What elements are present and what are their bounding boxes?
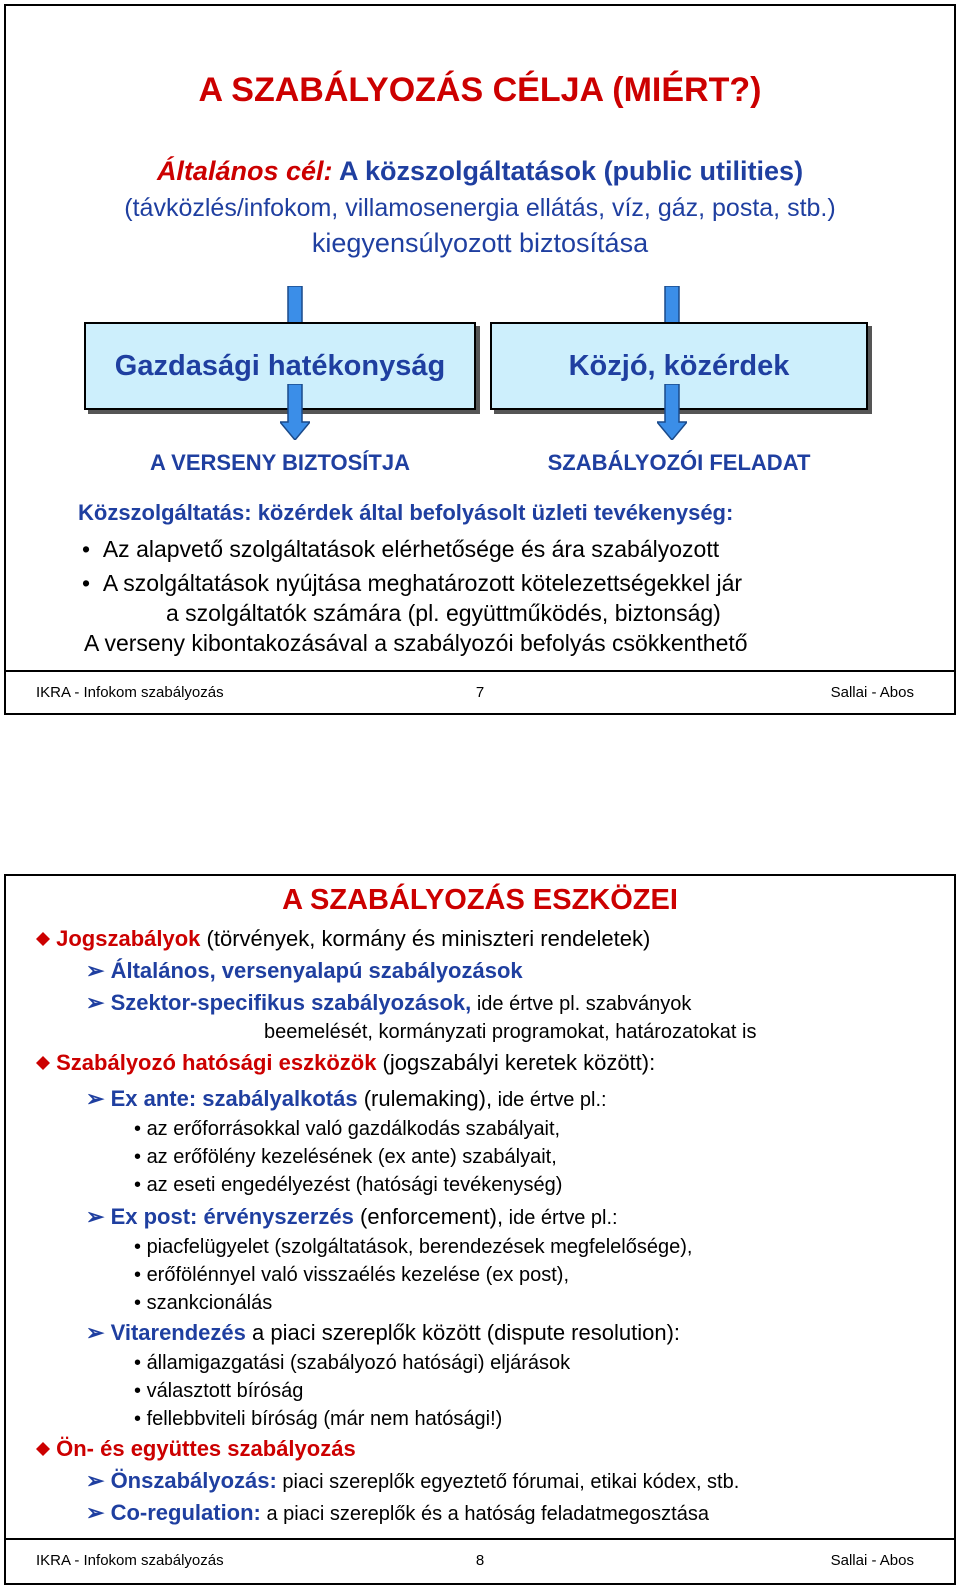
regulator-task-label: SZABÁLYOZÓI FELADAT (547, 450, 811, 475)
chevron-bullet-icon: ➢ (86, 1468, 105, 1493)
public-service-heading: Közszolgáltatás: közérdek által befolyásolt üzleti tevékenység: (78, 500, 734, 525)
efficiency-box: Gazdasági hatékonyság (84, 322, 476, 410)
level2-item (86, 990, 691, 1016)
level2-text: ide értve pl. szabványok (471, 993, 692, 1015)
level1-label: Ön- és együttes szabályozás (56, 1436, 356, 1461)
level1-text: (jogszabályi keretek között): (376, 1050, 656, 1075)
footer (6, 680, 954, 706)
level2-text: a piaci szereplők között (dispute resolution): (245, 1320, 681, 1345)
slide-7 (4, 4, 956, 715)
footer (6, 1548, 954, 1574)
bullet-item (82, 570, 742, 597)
general-goal-line2: (távközlés/infokom, villamosenergia ellátás, víz, gáz, posta, stb.) (124, 194, 836, 222)
down-arrow-icon (657, 384, 687, 440)
level3-text: szankcionálás (146, 1292, 273, 1314)
level2-continuation: beemelését, kormányzati programokat, határozatokat is (264, 1021, 757, 1043)
level2-text: a piaci szereplők és a hatóság feladatmegosztása (260, 1503, 709, 1525)
bullet-text: Az alapvető szolgáltatások elérhetősége és ára szabályozott (102, 536, 720, 562)
chevron-bullet-icon: ➢ (86, 1086, 105, 1111)
level3-item: • fellebbviteli bíróság (már nem hatósági!) (134, 1408, 503, 1430)
diamond-bullet-icon (36, 1442, 50, 1456)
chevron-bullet-icon: ➢ (86, 1500, 105, 1525)
level2-item (86, 1468, 739, 1494)
general-goal-line1 (6, 156, 954, 187)
slide-8 (4, 874, 956, 1585)
bullet-dot: • (82, 570, 91, 596)
level2-item (86, 1500, 709, 1526)
level3-item: • az erőfölény kezelésének (ex ante) szabályait, (134, 1146, 557, 1168)
level2-note: ide értve pl.: (492, 1089, 607, 1111)
level3-text: fellebbviteli bíróság (már nem hatósági!) (146, 1408, 503, 1430)
slide-title: A SZABÁLYOZÁS ESZKÖZEI (282, 884, 678, 916)
level1-text: (törvények, kormány és miniszteri rendeletek) (200, 926, 651, 951)
footer-authors: Sallai - Abos (830, 684, 914, 701)
chevron-bullet-icon: ➢ (86, 1204, 105, 1229)
general-goal-line3: kiegyensúlyozott biztosítása (311, 228, 649, 258)
level2-label: Önszabályozás: (110, 1468, 277, 1493)
bullet-continuation: a szolgáltatók számára (pl. együttműködés, biztonság) (166, 600, 721, 626)
level3-item: • az erőforrásokkal való gazdálkodás szabályait, (134, 1118, 561, 1140)
bullet-text: A szolgáltatások nyújtása meghatározott kötelezettségekkel jár (102, 570, 743, 596)
level2-text: (enforcement), (353, 1204, 504, 1229)
diamond-bullet-icon (36, 932, 50, 946)
level2-text: Általános, versenyalapú szabályozások (110, 958, 523, 983)
level2-label: Co-regulation: (110, 1500, 261, 1525)
footer-page-number: 7 (475, 684, 485, 701)
level3-text: államigazgatási (szabályozó hatósági) eljárások (146, 1352, 571, 1374)
level1-item (36, 926, 650, 952)
general-goal-label: Általános cél: (156, 156, 333, 186)
closing-statement: A verseny kibontakozásával a szabályozói befolyás csökkenthető (84, 630, 748, 656)
level3-item: • piacfelügyelet (szolgáltatások, berendezések megfelelősége), (134, 1236, 693, 1258)
public-good-box: Közjó, közérdek (490, 322, 868, 410)
level3-item: • erőfölénnyel való visszaélés kezelése (ex post), (134, 1264, 569, 1286)
level3-text: az erőfölény kezelésének (ex ante) szabályait, (146, 1146, 557, 1168)
level2-item (86, 1320, 680, 1346)
level3-text: piacfelügyelet (szolgáltatások, berendezések megfelelősége), (146, 1236, 693, 1258)
chevron-bullet-icon: ➢ (86, 958, 105, 983)
level1-label: Szabályozó hatósági eszközök (56, 1050, 377, 1075)
slide-title: A SZABÁLYOZÁS CÉLJA (MIÉRT?) (198, 71, 762, 109)
level1-label: Jogszabályok (56, 926, 201, 951)
level3-text: erőfölénnyel való visszaélés kezelése (ex post), (146, 1264, 569, 1286)
bullet-dot: • (82, 536, 91, 562)
down-arrow-icon (280, 384, 310, 440)
level3-item: • szankcionálás (134, 1292, 273, 1314)
footer-divider (6, 670, 954, 672)
diamond-bullet-icon (36, 1056, 50, 1070)
level3-text: az eseti engedélyezést (hatósági tevékenység) (146, 1174, 563, 1196)
footer-divider (6, 1538, 954, 1540)
footer-page-number: 8 (475, 1552, 485, 1569)
level3-item: • az eseti engedélyezést (hatósági tevékenység) (134, 1174, 563, 1196)
footer-course: IKRA - Infokom szabályozás (36, 684, 224, 701)
level2-text: (rulemaking), (357, 1086, 493, 1111)
chevron-bullet-icon: ➢ (86, 1320, 105, 1345)
level2-label: Vitarendezés (110, 1320, 246, 1345)
footer-course: IKRA - Infokom szabályozás (36, 1552, 224, 1569)
general-goal-text: A közszolgáltatások (public utilities) (332, 156, 804, 186)
competition-label: A VERSENY BIZTOSÍTJA (150, 450, 410, 475)
level1-item (36, 1436, 356, 1462)
footer-authors: Sallai - Abos (830, 1552, 914, 1569)
bullet-item (82, 536, 719, 563)
level3-text: az erőforrásokkal való gazdálkodás szabályait, (146, 1118, 561, 1140)
level2-label: Ex ante: szabályalkotás (110, 1086, 358, 1111)
level2-item (86, 1086, 607, 1112)
level3-text: választott bíróság (146, 1380, 304, 1402)
level2-item (86, 958, 523, 984)
level2-item (86, 1204, 618, 1230)
level2-label: Ex post: érvényszerzés (110, 1204, 354, 1229)
level2-label: Szektor-specifikus szabályozások, (110, 990, 472, 1015)
level3-item: • választott bíróság (134, 1380, 304, 1402)
level3-item: • államigazgatási (szabályozó hatósági) eljárások (134, 1352, 571, 1374)
level2-text: piaci szereplők egyeztető fórumai, etikai kódex, stb. (276, 1471, 740, 1493)
level2-note: ide értve pl.: (503, 1207, 618, 1229)
level1-item (36, 1050, 655, 1076)
chevron-bullet-icon: ➢ (86, 990, 105, 1015)
